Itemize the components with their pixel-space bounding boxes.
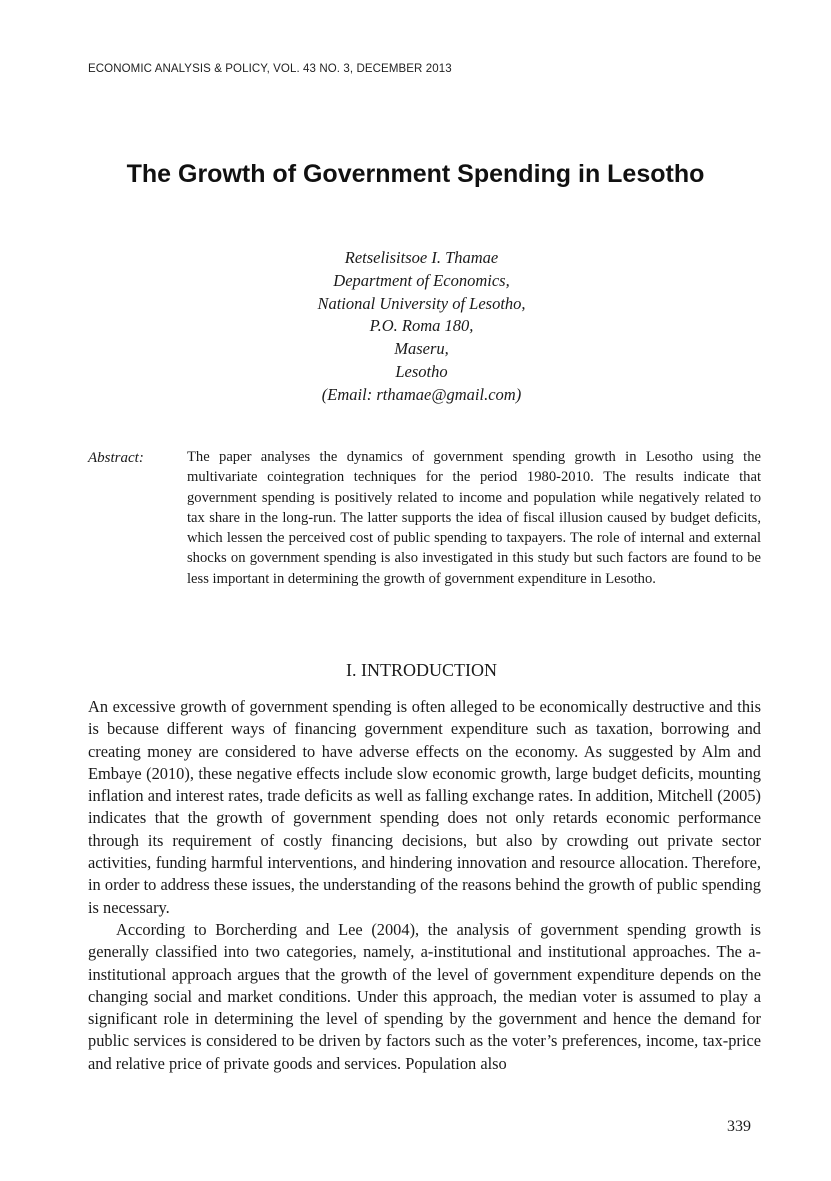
body-text [88, 696, 761, 1075]
running-header: ECONOMIC ANALYSIS & POLICY, VOL. 43 NO. 3, DECEMBER 2013 [88, 63, 452, 75]
body-paragraph: According to Borcherding and Lee (2004), the analysis of government spending growth is generally classified into two categories, namely, a-institutional and institutional approaches. The a-institutional approach argues that the growth of the level of government expenditure depends on the changing social and market conditions. Under this approach, the median voter is assumed to play a significant role in determining the level of spending by the government and hence the demand for public services is considered to be driven by factors such as the voter’s preferences, income, tax-price and relative price of private goods and services. Population also [88, 919, 761, 1073]
author-block [0, 247, 831, 407]
body-paragraph: An excessive growth of government spending is often alleged to be economically destructive and this is because different ways of financing government expenditure such as taxation, borrowing and creating money are considered to have adverse effects on the economy. As suggested by Alm and Embaye (2010), these negative effects include slow economic growth, large budget deficits, mounting inflation and interest rates, trade deficits as well as falling exchange rates. In addition, Mitchell (2005) indicates that the growth of government spending does not only retards economic performance through its requirement of costly financing decisions, but also by crowding out private sector activities, funding harmful interventions, and hindering innovation and resource allocation. Therefore, in order to address these issues, the understanding of the reasons behind the growth of public spending is necessary. [88, 697, 761, 917]
author-name: Retselisitsoe I. Thamae [344, 248, 499, 267]
author-city: Maseru, [394, 339, 449, 359]
paper-title: The Growth of Government Spending in Lesotho [126, 160, 705, 188]
author-country: Lesotho [395, 361, 448, 381]
abstract-text: The paper analyses the dynamics of government spending growth in Lesotho using the multivariate cointegration techniques for the period 1980-2010. The results indicate that government spending is positively related to income and population while negatively related to tax share in the long-run. The latter supports the idea of fiscal illusion caused by budget deficits, which lessen the perceived cost of public spending to taxpayers. The role of internal and external shocks on government spending is also investigated in this study but such factors are found to be less important in determining the growth of government expenditure in Lesotho. [187, 449, 761, 587]
abstract-label: Abstract: [88, 450, 144, 466]
author-po-box: P.O. Roma 180, [369, 316, 474, 336]
author-department: Department of Economics, [333, 270, 510, 290]
author-university: National University of Lesotho, [317, 293, 526, 313]
section-heading: I. INTRODUCTION [346, 660, 497, 680]
page-number: 339 [727, 1118, 751, 1135]
author-email: (Email: rthamae@gmail.com) [321, 384, 522, 404]
